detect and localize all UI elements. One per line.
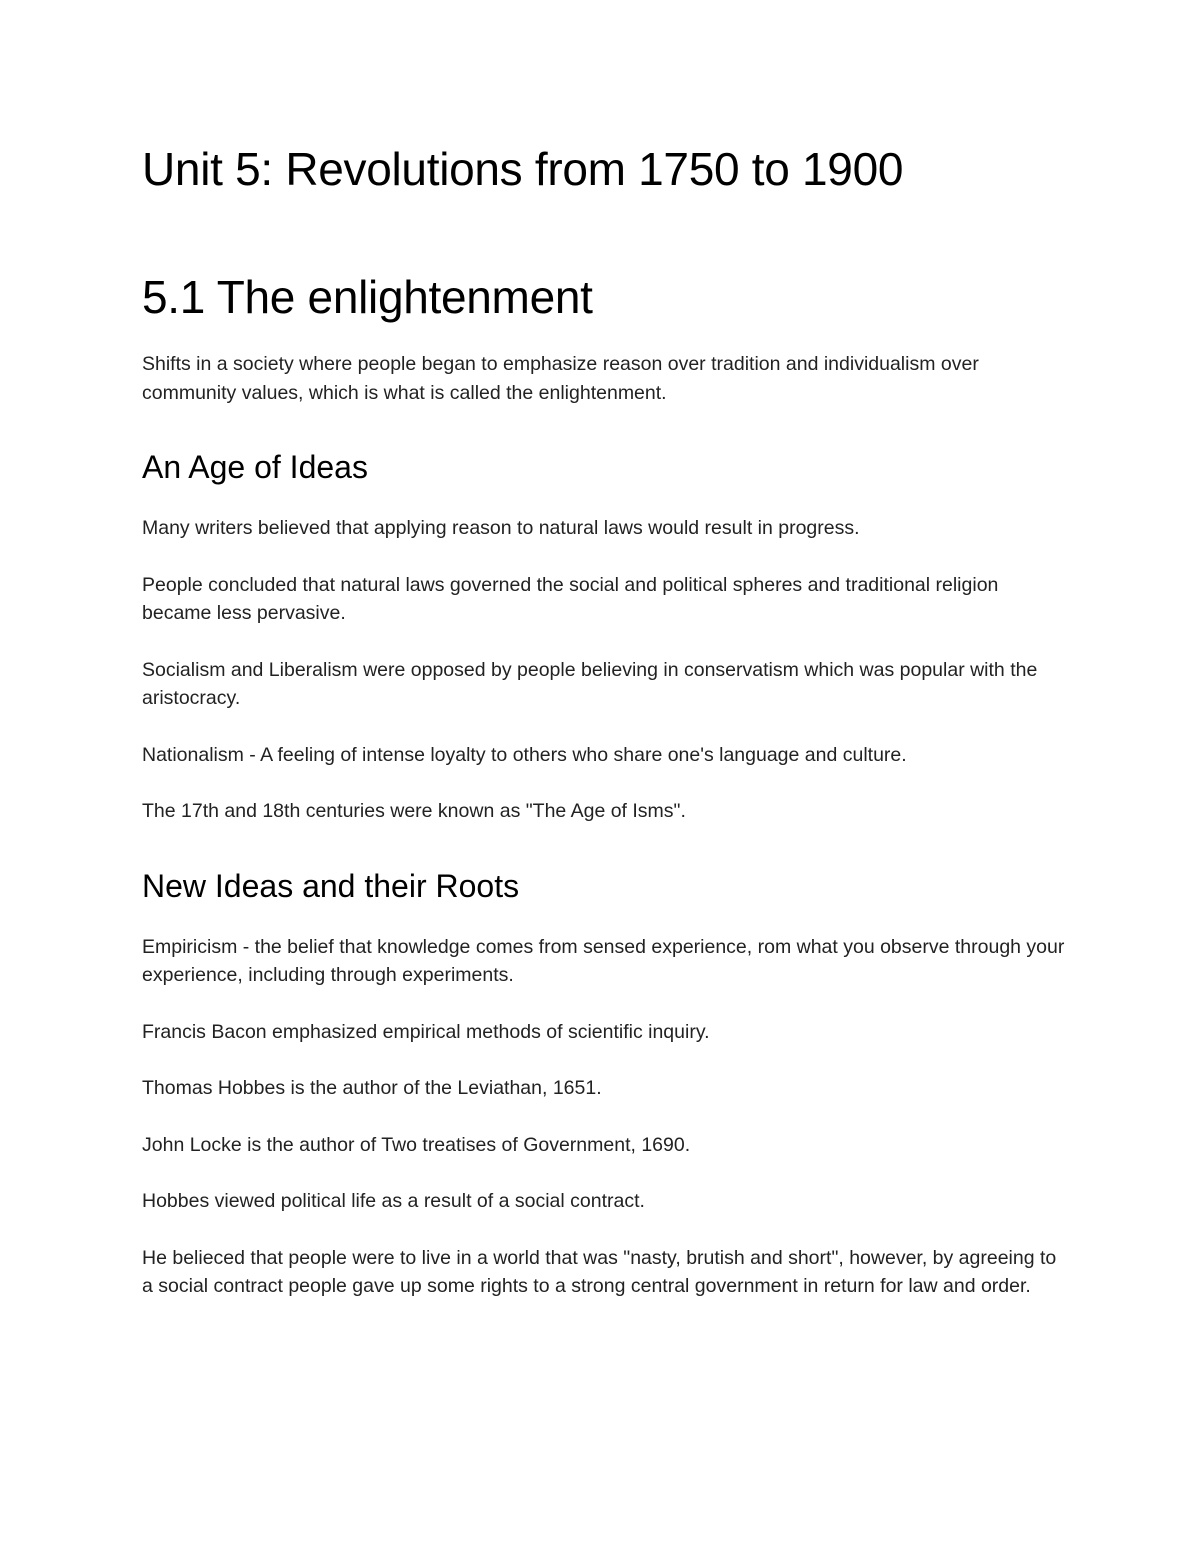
paragraph: Empiricism - the belief that knowledge comes from sensed experience, rom what you observe through your experience, including through experiments. [142,935,1065,986]
heading-age-of-ideas: An Age of Ideas [142,449,368,485]
paragraph: The 17th and 18th centuries were known as "The Age of Isms". [142,800,686,822]
paragraph: Hobbes viewed political life as a result of a social contract. [142,1190,645,1212]
intro-paragraph: Shifts in a society where people began to emphasize reason over tradition and individualism over community values, which is what is called the enlightenment. [142,353,979,404]
paragraph: People concluded that natural laws governed the social and political spheres and traditional religion became less pervasive. [142,573,999,624]
paragraph: Nationalism - A feeling of intense loyalty to others who share one's language and culture. [142,743,907,766]
paragraph: Thomas Hobbes is the author of the Leviathan, 1651. [142,1077,602,1099]
section-title: 5.1 The enlightenment [142,271,593,323]
heading-new-ideas: New Ideas and their Roots [142,867,520,904]
paragraph: He belieced that people were to live in a world that was "nasty, brutish and short", however, by agreeing to a social contract people gave up some rights to a strong central government in return for law and order. [142,1246,1057,1297]
paragraph: John Locke is the author of Two treatises of Government, 1690. [142,1133,691,1156]
document-content [142,138,1072,1301]
paragraph: Francis Bacon emphasized empirical methods of scientific inquiry. [142,1020,710,1043]
paragraph: Socialism and Liberalism were opposed by people believing in conservatism which was popular with the aristocracy. [142,658,1038,709]
document-title: Unit 5: Revolutions from 1750 to 1900 [142,143,904,195]
paragraph: Many writers believed that applying reason to natural laws would result in progress. [142,517,860,539]
